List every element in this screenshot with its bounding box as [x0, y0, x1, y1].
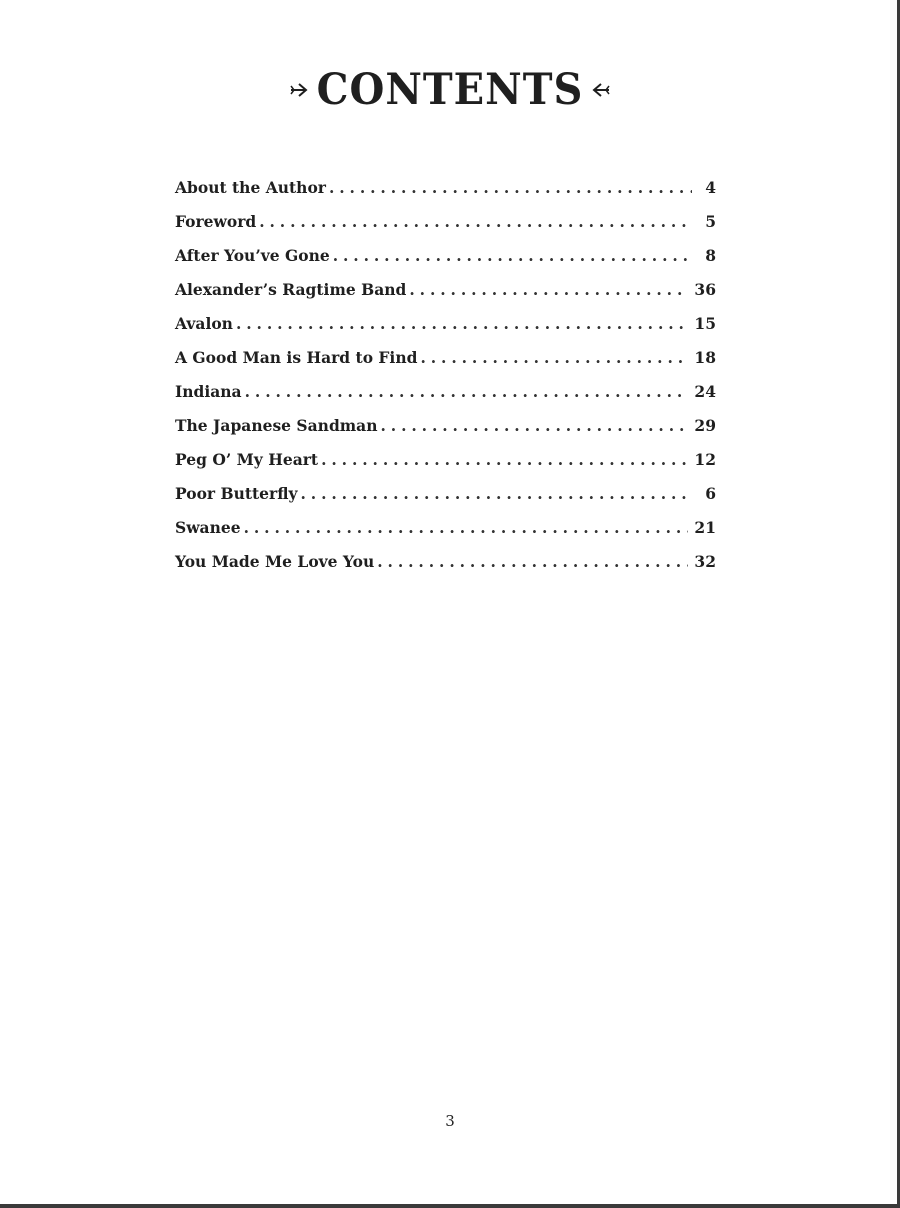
toc-entry-peg-o-my-heart[interactable] — [175, 450, 716, 484]
toc-entry-page: 8 — [705, 246, 716, 265]
toc-dot-leader — [377, 552, 688, 571]
arrow-left-ornament-icon — [587, 80, 613, 100]
toc-entry-page: 24 — [694, 382, 716, 401]
toc-dot-leader — [329, 178, 692, 197]
toc-entry-title: Foreword — [175, 212, 257, 231]
toc-dot-leader — [409, 280, 688, 299]
toc-entry-foreword[interactable] — [175, 212, 716, 246]
toc-dot-leader — [244, 518, 689, 537]
toc-entry-indiana[interactable] — [175, 382, 716, 416]
toc-entry-you-made-me-love-you[interactable] — [175, 552, 716, 586]
toc-entry-about-the-author[interactable] — [175, 178, 716, 212]
toc-entry-page: 4 — [705, 178, 716, 197]
toc-dot-leader — [236, 314, 688, 333]
toc-dot-leader — [381, 416, 689, 435]
toc-entry-page: 29 — [694, 416, 716, 435]
page-number: 3 — [445, 1112, 455, 1130]
toc-entry-title: You Made Me Love You — [175, 552, 375, 571]
toc-dot-leader — [321, 450, 688, 469]
toc-entry-page: 5 — [705, 212, 716, 231]
toc-entry-title: Peg O’ My Heart — [175, 450, 319, 469]
toc-entry-title: After You’ve Gone — [175, 246, 330, 265]
page-title: CONTENTS — [316, 64, 584, 115]
scan-edge-bottom — [0, 1204, 900, 1208]
arrow-right-ornament-icon — [287, 80, 313, 100]
toc-entry-title: Swanee — [175, 518, 241, 537]
toc-entry-title: The Japanese Sandman — [175, 416, 378, 435]
toc-entry-title: About the Author — [175, 178, 326, 197]
table-of-contents — [175, 178, 716, 586]
toc-entry-title: Poor Butterfly — [175, 484, 298, 503]
toc-dot-leader — [245, 382, 689, 401]
toc-entry-page: 32 — [694, 552, 716, 571]
toc-dot-leader — [420, 348, 688, 367]
toc-entry-title: Indiana — [175, 382, 242, 401]
toc-entry-page: 21 — [694, 518, 716, 537]
toc-entry-after-youve-gone[interactable] — [175, 246, 716, 280]
toc-entry-swanee[interactable] — [175, 518, 716, 552]
toc-entry-avalon[interactable] — [175, 314, 716, 348]
contents-heading — [0, 66, 900, 113]
toc-entry-page: 36 — [694, 280, 716, 299]
toc-entry-page: 18 — [694, 348, 716, 367]
toc-entry-title: Alexander’s Ragtime Band — [175, 280, 407, 299]
toc-entry-poor-butterfly[interactable] — [175, 484, 716, 518]
toc-entry-title: Avalon — [175, 314, 233, 333]
toc-entry-page: 15 — [694, 314, 716, 333]
toc-entry-page: 6 — [705, 484, 716, 503]
toc-entry-title: A Good Man is Hard to Find — [175, 348, 418, 367]
toc-dot-leader — [333, 246, 692, 265]
toc-entry-a-good-man-is-hard-to-find[interactable] — [175, 348, 716, 382]
toc-entry-page: 12 — [694, 450, 716, 469]
toc-dot-leader — [300, 484, 692, 503]
toc-dot-leader — [259, 212, 692, 231]
toc-entry-alexanders-ragtime-band[interactable] — [175, 280, 716, 314]
toc-entry-the-japanese-sandman[interactable] — [175, 416, 716, 450]
